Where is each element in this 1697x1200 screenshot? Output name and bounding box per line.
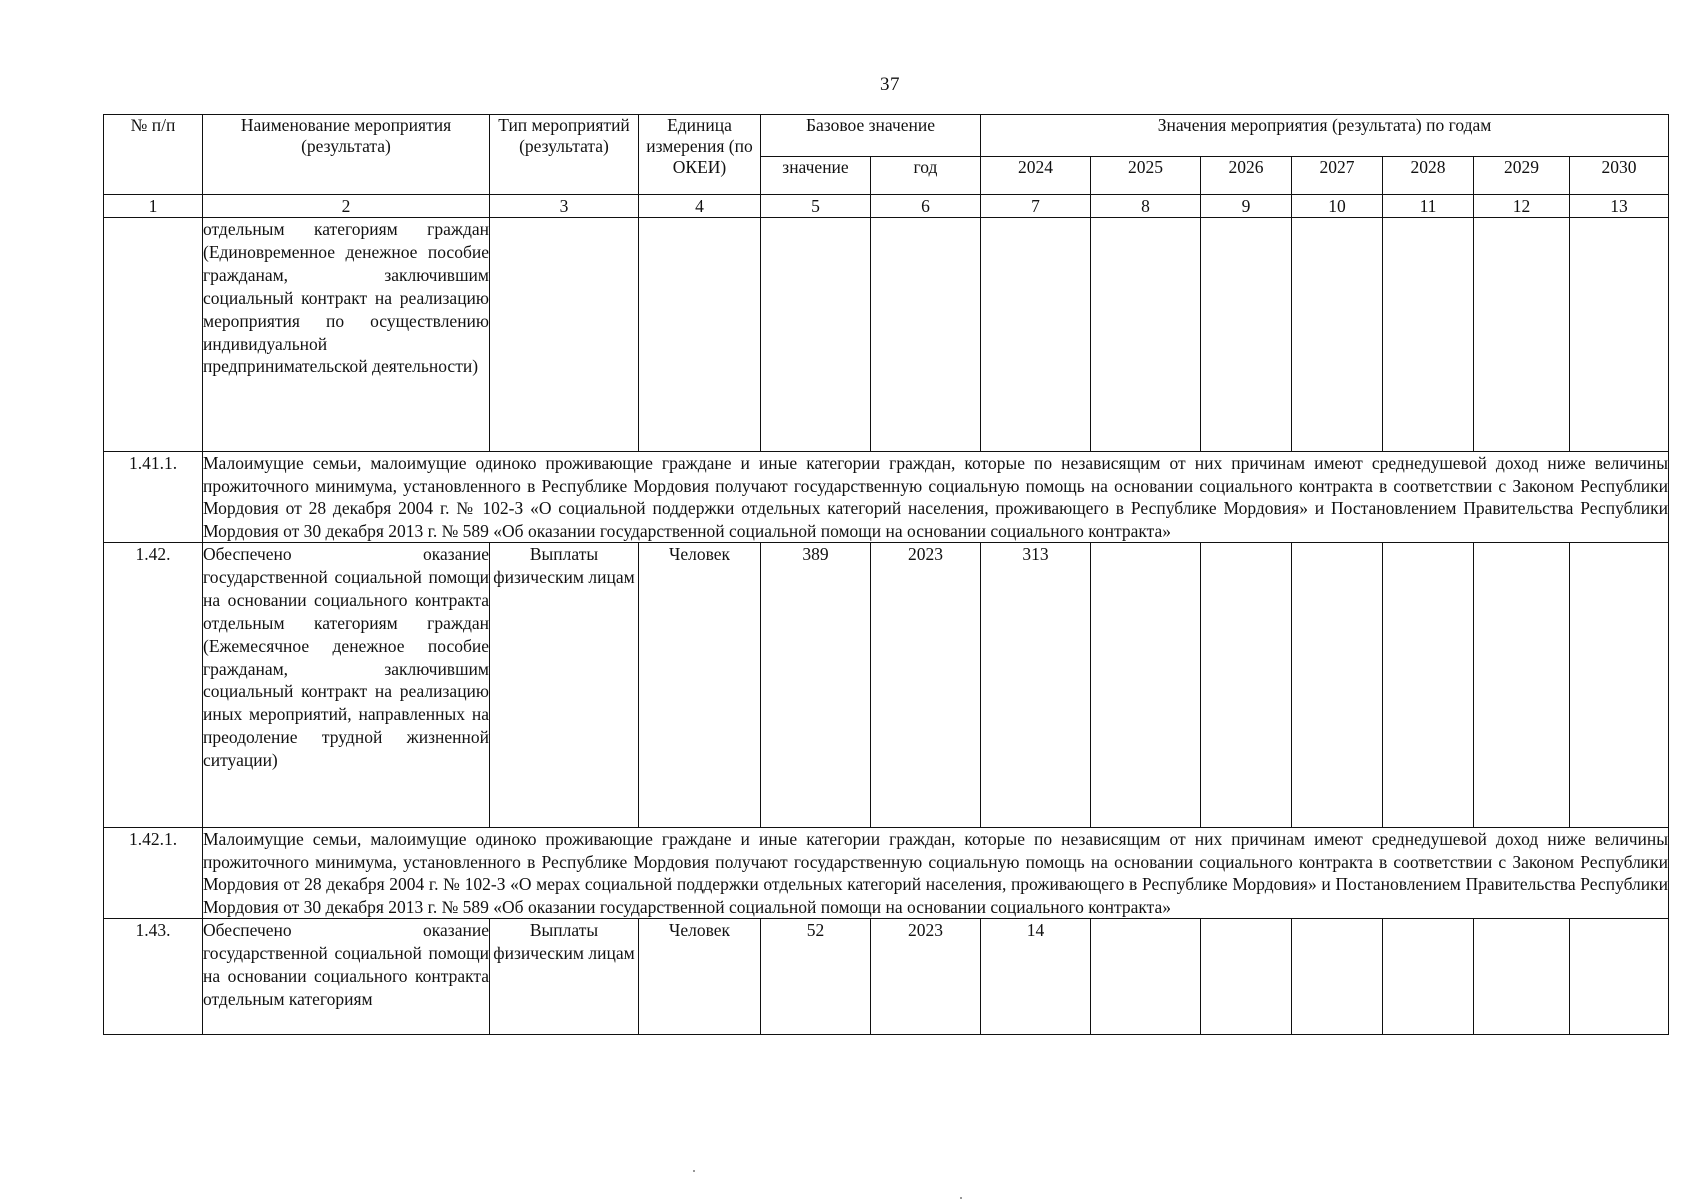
year-value	[1570, 543, 1669, 828]
table-row	[104, 218, 1669, 452]
year-value	[1474, 919, 1570, 1035]
year-value	[1474, 543, 1570, 828]
column-number: 9	[1201, 195, 1292, 218]
year-value	[1570, 218, 1669, 452]
header-base-value: значение	[761, 157, 871, 195]
year-value: 313	[981, 543, 1091, 828]
header-year: 2025	[1091, 157, 1201, 195]
column-number: 3	[490, 195, 639, 218]
base-value	[761, 218, 871, 452]
year-value	[1201, 919, 1292, 1035]
row-number: 1.42.	[104, 543, 203, 828]
header-year: 2028	[1383, 157, 1474, 195]
measure-unit: Человек	[639, 543, 761, 828]
row-number: 1.42.1.	[104, 828, 203, 919]
column-number: 12	[1474, 195, 1570, 218]
measure-name: Обеспечено оказание государственной социальной помощи на основании социального контракта отдельным категориям граждан (Ежемесячное денежное пособие гражданам, заключившим социальный контракт на реализацию иных мероприятий, направленных на преодоление трудной жизненной ситуации)	[203, 543, 490, 828]
header-type: Тип мероприятий (результата)	[490, 115, 639, 195]
year-value	[1091, 543, 1201, 828]
column-number: 7	[981, 195, 1091, 218]
year-value	[1292, 919, 1383, 1035]
base-value: 389	[761, 543, 871, 828]
measure-type: Выплаты физическим лицам	[490, 543, 639, 828]
year-value	[1201, 218, 1292, 452]
year-value	[1474, 218, 1570, 452]
table-row	[104, 543, 1669, 828]
row-number: 1.41.1.	[104, 452, 203, 543]
page-number: 37	[880, 74, 900, 95]
header-year: 2029	[1474, 157, 1570, 195]
measure-name: Обеспечено оказание государственной социальной помощи на основании социального контракта отдельным категориям	[203, 919, 490, 1035]
row-number: 1.43.	[104, 919, 203, 1035]
column-number: 5	[761, 195, 871, 218]
header-unit: Единица измерения (по ОКЕИ)	[639, 115, 761, 195]
measure-type: Выплаты физическим лицам	[490, 919, 639, 1035]
column-number: 1	[104, 195, 203, 218]
column-number: 11	[1383, 195, 1474, 218]
scan-speck	[960, 1197, 962, 1199]
column-numbers-row	[104, 195, 1669, 218]
year-value	[1201, 543, 1292, 828]
measure-unit: Человек	[639, 919, 761, 1035]
year-value	[1383, 218, 1474, 452]
table-row	[104, 828, 1669, 919]
table-row	[104, 452, 1669, 543]
header-row-1	[104, 115, 1669, 157]
note-text: Малоимущие семьи, малоимущие одиноко проживающие граждане и иные категории граждан, которые по независящим от них причинам имеют среднедушевой доход ниже величины прожиточного минимума, установленного в Республике Мордовия получают государственную социальную помощь на основании социального контракта в соответствии с Законом Республики Мордовия от 28 декабря 2004 г. № 102-З «О мерах социальной поддержки отдельных категорий населения, проживающего в Республике Мордовия» и Постановлением Правительства Республики Мордовия от 30 декабря 2013 г. № 589 «Об оказании государственной социальной помощи на основании социального контракта»	[203, 829, 1669, 917]
measure-name: отдельным категориям граждан (Единовременное денежное пособие гражданам, заключившим социальный контракт на реализацию мероприятия по осуществлению индивидуальной предпринимательской деятельности)	[203, 218, 490, 452]
year-value	[1383, 543, 1474, 828]
base-year	[871, 218, 981, 452]
year-value	[981, 218, 1091, 452]
header-base-year: год	[871, 157, 981, 195]
row-number	[104, 218, 203, 452]
table-row	[104, 919, 1669, 1035]
year-value	[1091, 218, 1201, 452]
header-year: 2030	[1570, 157, 1669, 195]
year-value	[1091, 919, 1201, 1035]
measures-table	[103, 114, 1669, 1035]
measure-type	[490, 218, 639, 452]
column-number: 4	[639, 195, 761, 218]
header-year: 2027	[1292, 157, 1383, 195]
header-year: 2024	[981, 157, 1091, 195]
base-value: 52	[761, 919, 871, 1035]
year-value: 14	[981, 919, 1091, 1035]
year-value	[1292, 218, 1383, 452]
year-value	[1292, 543, 1383, 828]
column-number: 10	[1292, 195, 1383, 218]
base-year: 2023	[871, 919, 981, 1035]
header-values-by-year: Значения мероприятия (результата) по годам	[981, 115, 1669, 157]
year-value	[1570, 919, 1669, 1035]
column-number: 6	[871, 195, 981, 218]
header-year: 2026	[1201, 157, 1292, 195]
column-number: 2	[203, 195, 490, 218]
column-number: 8	[1091, 195, 1201, 218]
base-year: 2023	[871, 543, 981, 828]
scan-speck	[693, 1170, 695, 1172]
note-text: Малоимущие семьи, малоимущие одиноко проживающие граждане и иные категории граждан, которые по независящим от них причинам имеют среднедушевой доход ниже величины прожиточного минимума, установленного в Республике Мордовия получают государственную социальную помощь на основании социального контракта в соответствии с Законом Республики Мордовия от 28 декабря 2004 г. № 102-З «О социальной поддержки отдельных категорий населения, проживающего в Республике Мордовия» и Постановлением Правительства Республики Мордовия от 30 декабря 2013 г. № 589 «Об оказании государственной социальной помощи на основании социального контракта»	[203, 453, 1669, 541]
column-number: 13	[1570, 195, 1669, 218]
header-num: № п/п	[104, 115, 203, 195]
header-name: Наименование мероприятия (результата)	[203, 115, 490, 195]
measure-unit	[639, 218, 761, 452]
header-base: Базовое значение	[761, 115, 981, 157]
year-value	[1383, 919, 1474, 1035]
